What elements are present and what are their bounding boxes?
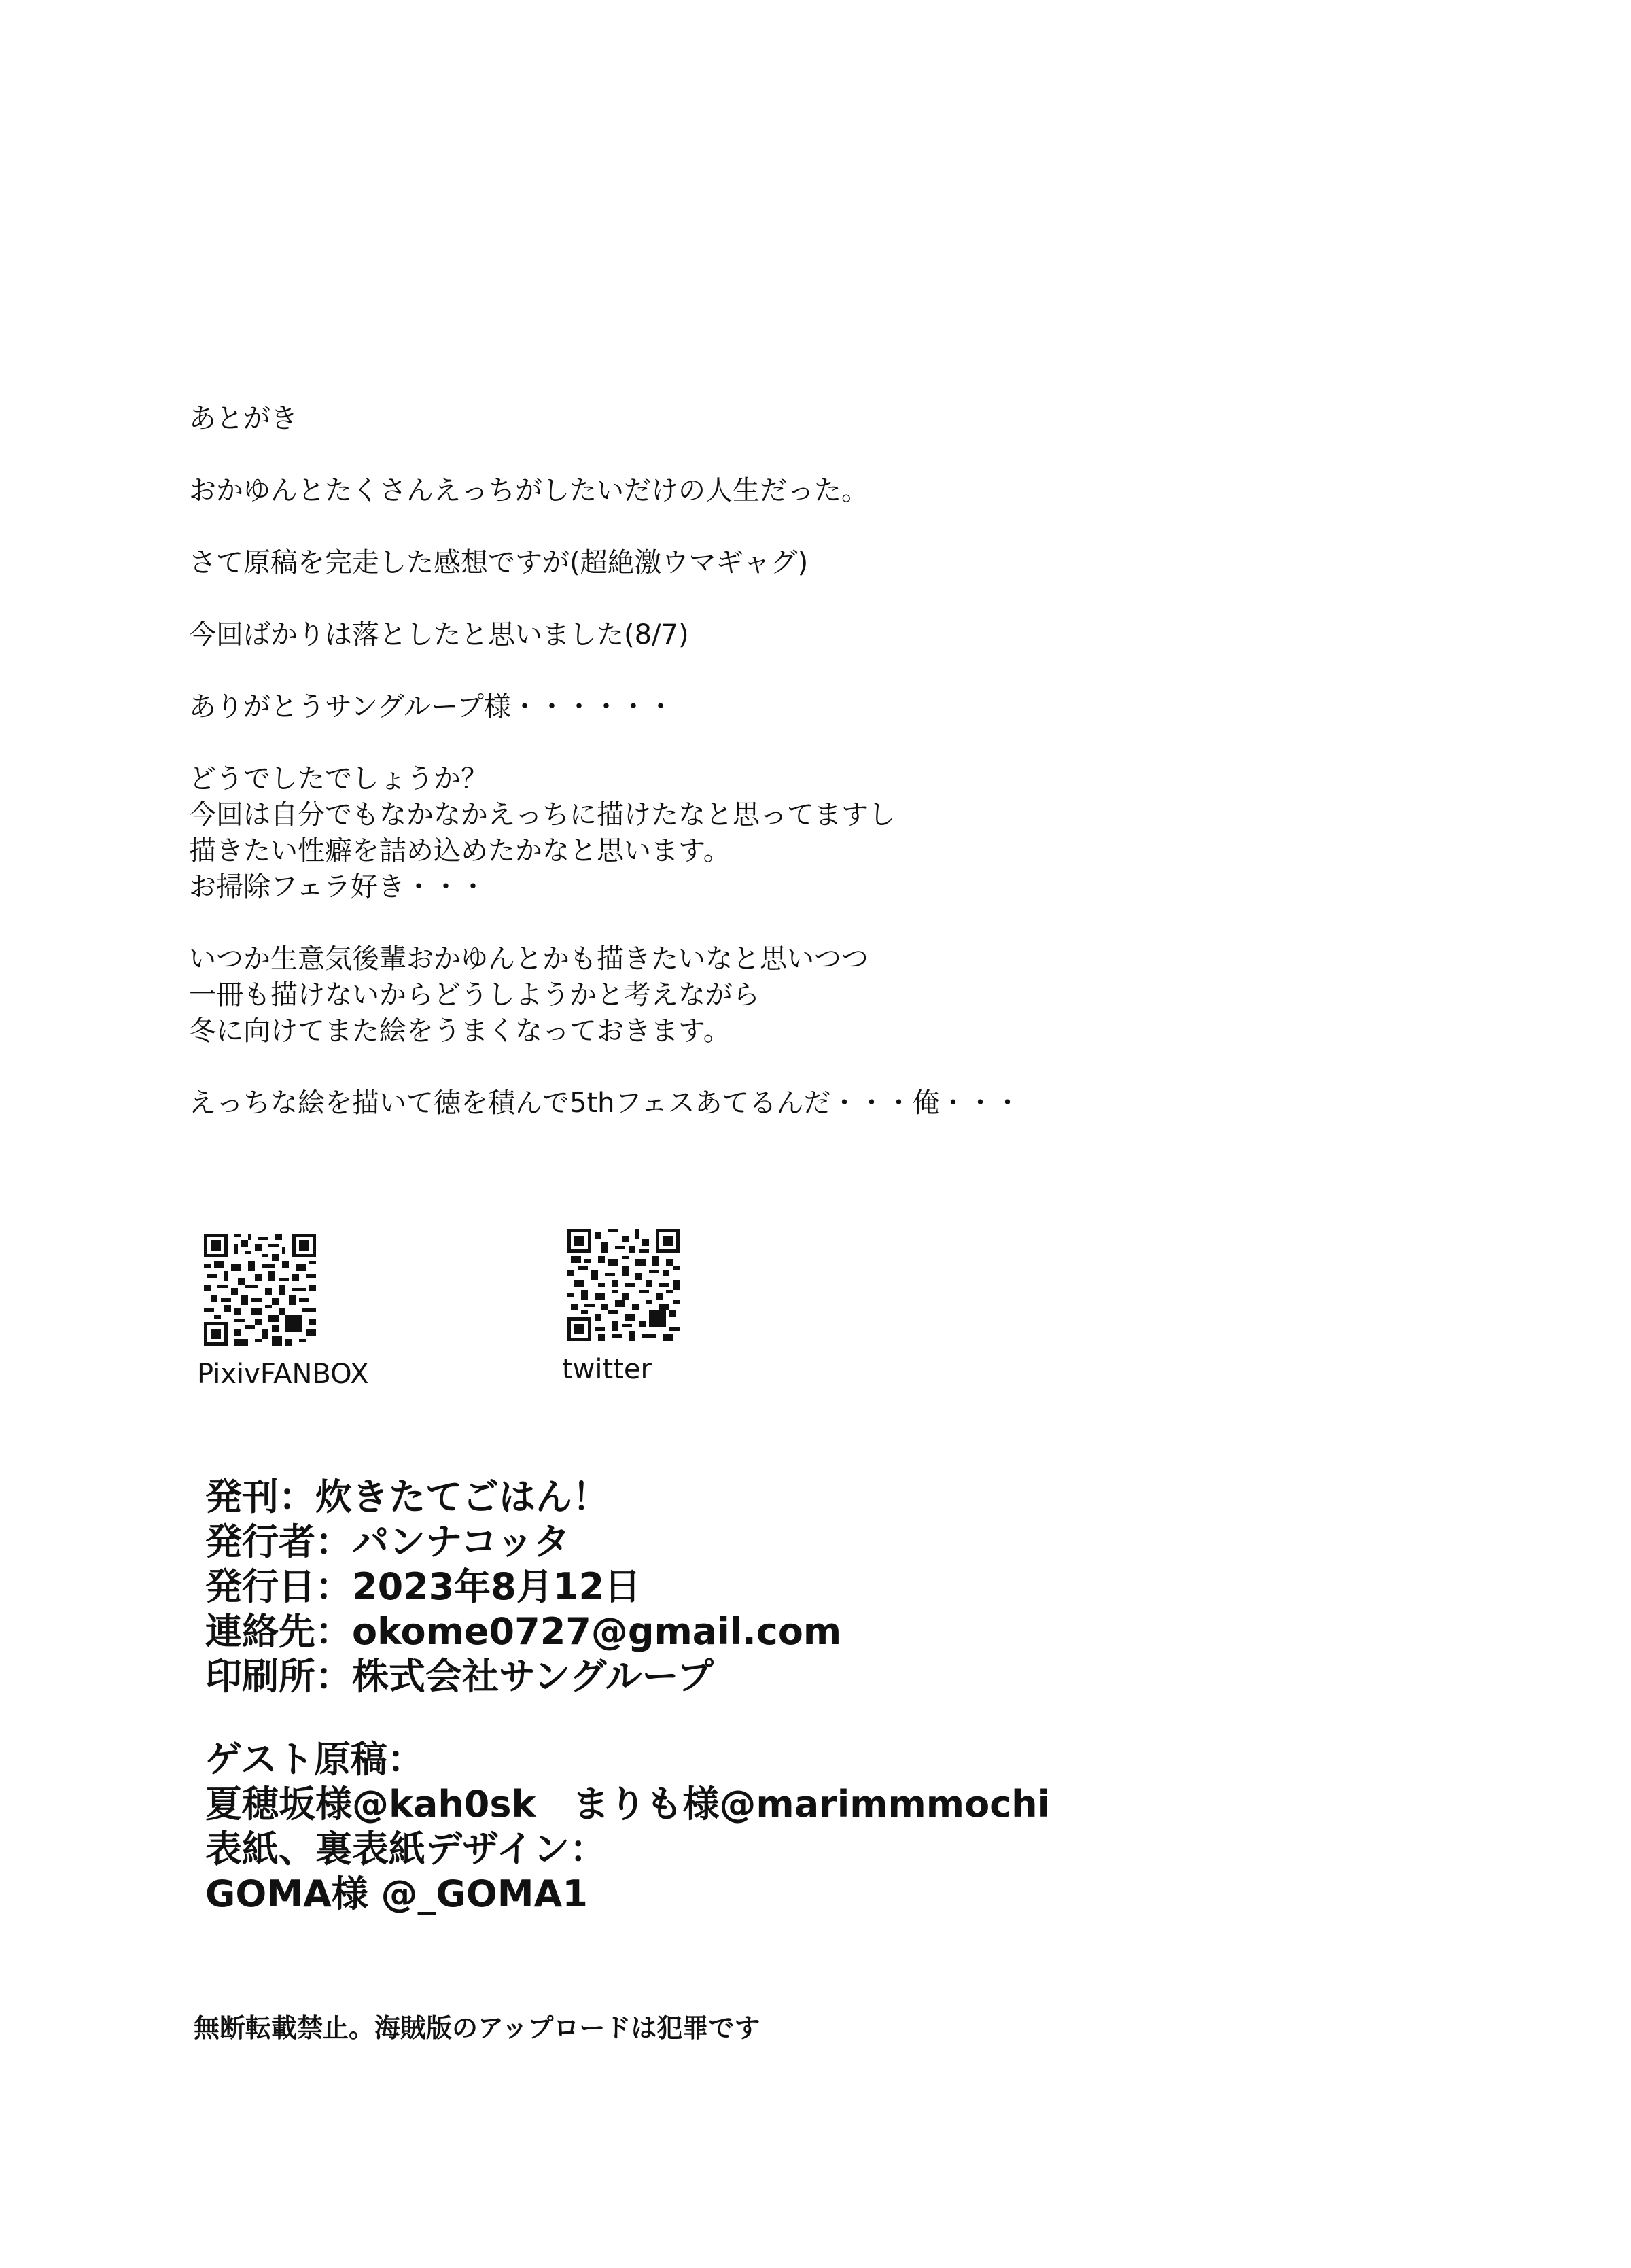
colophon-cover-designer: GOMA様 @_GOMA1 [205,1872,588,1915]
afterword-line: さて原稿を完走した感想ですが(超絶激ウマギャグ) [189,547,809,578]
afterword-line: 冬に向けてまた絵をうまくなっておきます。 [189,1015,731,1047]
colophon [205,1475,1428,1917]
colophon-guest-names: 夏穂坂様@kah0sk まりも様@marimmmochi [205,1783,1051,1826]
colophon-printer: 印刷所：株式会社サングループ [205,1655,714,1698]
afterword-section [189,401,1480,1121]
colophon-contact: 連絡先：okome0727@gmail.com [205,1610,842,1653]
afterword-line: お掃除フェラ好き・・・ [189,871,487,903]
colophon-circle: 発刊：炊きたてごはん！ [205,1476,609,1518]
afterword-line: ありがとうサングループ様・・・・・・ [189,691,674,722]
copyright-notice: 無断転載禁止。海賊版のアップロードは犯罪です [194,2013,760,2043]
afterword-line: 今回ばかりは落としたと思いました(8/7) [189,619,689,650]
afterword-line: どうでしたでしょうか？ [189,763,488,795]
afterword-line: 今回は自分でもなかなかえっちに描けたなと思ってますし [189,799,896,831]
colophon-cover-heading: 表紙、裏表紙デザイン： [205,1828,607,1870]
colophon-date: 発行日：2023年8月12日 [205,1565,642,1608]
afterword-line: いつか生意気後輩おかゆんとかも描きたいなと思いつつ [189,943,869,975]
afterword-heading: あとがき [189,403,298,434]
qr-code-icon[interactable] [204,1234,316,1346]
qr-code-icon[interactable] [567,1229,680,1341]
afterword-line: 描きたい性癖を詰め込めたかなと思います。 [189,835,731,867]
afterword-line: 一冊も描けないからどうしようかと考えながら [189,979,760,1011]
qr-fanbox[interactable] [197,1234,369,1391]
colophon-publisher: 発行者：パンナコッタ [205,1520,570,1563]
qr-label-fanbox: PixivFANBOX [197,1359,369,1390]
afterword-line: えっちな絵を描いて徳を積んで5thフェスあてるんだ・・・俺・・・ [189,1087,1021,1119]
qr-label-twitter: twitter [562,1354,652,1385]
colophon-guest-heading: ゲスト原稿： [205,1738,424,1781]
qr-twitter[interactable] [562,1229,680,1386]
afterword-line: おかゆんとたくさんえっちがしたいだけの人生だった。 [189,475,869,506]
